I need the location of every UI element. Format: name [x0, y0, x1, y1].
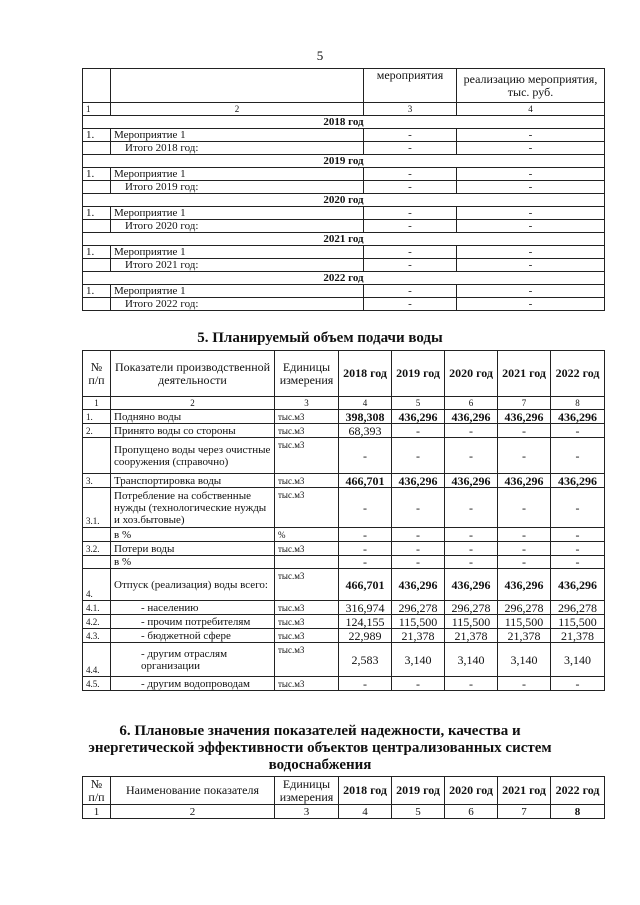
measure-value: - [364, 129, 457, 142]
colnum: 7 [498, 805, 551, 819]
empty-cell [83, 259, 111, 272]
year-value: - [392, 488, 445, 528]
row-number: 3. [83, 474, 111, 488]
page-number: 5 [316, 48, 324, 63]
measure-row [83, 207, 605, 220]
header-cell: Единицы измерения [275, 351, 339, 397]
measure-cost: - [457, 129, 605, 142]
indicator-name: Принято воды со стороны [111, 424, 275, 438]
header-cell: 2019 год [392, 351, 445, 397]
year-value: 296,278 [392, 601, 445, 615]
year-value: 296,278 [445, 601, 498, 615]
year-value: - [445, 677, 498, 691]
row-number [83, 528, 111, 542]
year-value: 21,378 [498, 629, 551, 643]
year-value: 21,378 [551, 629, 605, 643]
year-value: 436,296 [392, 569, 445, 601]
row-number: 4.2. [83, 615, 111, 629]
empty-cell [83, 298, 111, 311]
measure-name: Мероприятие 1 [111, 207, 364, 220]
year-value: - [339, 556, 392, 569]
measure-name: Мероприятие 1 [111, 129, 364, 142]
colnum: 6 [445, 805, 498, 819]
header-cell: Наименование показателя [111, 777, 275, 805]
measures-colnum-row [83, 103, 605, 116]
measure-row [83, 285, 605, 298]
total-label: Итого 2021 год: [111, 259, 364, 272]
year-value: - [445, 556, 498, 569]
colnum: 2 [111, 805, 275, 819]
row-number [83, 556, 111, 569]
measure-cost: - [457, 285, 605, 298]
unit: % [275, 528, 339, 542]
header-measures: мероприятия [364, 69, 457, 103]
year-row [83, 155, 605, 168]
colnum: 3 [275, 397, 339, 410]
row-number: 3.1. [83, 488, 111, 528]
total-row [83, 142, 605, 155]
unit: тыс.м3 [275, 569, 339, 601]
row-number: 1. [83, 207, 111, 220]
colnum: 7 [498, 397, 551, 410]
year-value: - [445, 488, 498, 528]
total-row [83, 259, 605, 272]
year-value: 436,296 [445, 569, 498, 601]
year-value: - [392, 424, 445, 438]
header-cell: 2021 год [498, 351, 551, 397]
total-label: Итого 2022 год: [111, 298, 364, 311]
header-cell: 2022 год [551, 351, 605, 397]
colnum: 1 [83, 397, 111, 410]
empty-cell [83, 181, 111, 194]
header-cell: 2022 год [551, 777, 605, 805]
indicator-name: Транспортировка воды [111, 474, 275, 488]
measures-table [82, 68, 605, 311]
year-label: 2019 год [83, 155, 605, 168]
year-value: 3,140 [551, 643, 605, 677]
indicator-name: Пропущено воды через очистные сооружения (справочно) [111, 438, 275, 474]
year-value: - [339, 528, 392, 542]
year-value: - [339, 488, 392, 528]
row-number: 4. [83, 569, 111, 601]
unit: тыс.м3 [275, 601, 339, 615]
indicator-name: в % [111, 528, 275, 542]
measure-row [83, 129, 605, 142]
indicator-name: Подняно воды [111, 410, 275, 424]
year-value: - [551, 438, 605, 474]
water-header-row [83, 351, 605, 397]
year-value: 115,500 [445, 615, 498, 629]
year-value: 21,378 [392, 629, 445, 643]
measure-cost: - [457, 207, 605, 220]
year-value: - [498, 438, 551, 474]
row-number: 4.4. [83, 643, 111, 677]
year-value: - [392, 556, 445, 569]
empty-cell [83, 220, 111, 233]
total-row [83, 181, 605, 194]
year-value: 2,583 [339, 643, 392, 677]
total-cost: - [457, 298, 605, 311]
data-row [83, 643, 605, 677]
year-value: 436,296 [551, 474, 605, 488]
water-colnum-row [83, 397, 605, 410]
year-value: - [551, 528, 605, 542]
year-value: - [392, 677, 445, 691]
total-label: Итого 2018 год: [111, 142, 364, 155]
data-row [83, 410, 605, 424]
year-value: 436,296 [445, 410, 498, 424]
year-value: - [551, 488, 605, 528]
total-row [83, 220, 605, 233]
measure-value: - [364, 207, 457, 220]
header-cell: № п/п [83, 777, 111, 805]
total-cost: - [457, 142, 605, 155]
year-value: 436,296 [551, 410, 605, 424]
year-value: - [392, 438, 445, 474]
data-row [83, 677, 605, 691]
colnum: 2 [111, 103, 364, 116]
year-value: 436,296 [392, 410, 445, 424]
measure-value: - [364, 246, 457, 259]
year-label: 2021 год [83, 233, 605, 246]
year-value: - [339, 542, 392, 556]
unit: тыс.м3 [275, 488, 339, 528]
header-cell: 2021 год [498, 777, 551, 805]
year-value: - [339, 677, 392, 691]
section5-title: 5. Планируемый объем подачи воды [197, 330, 443, 346]
total-label: Итого 2019 год: [111, 181, 364, 194]
year-value: 115,500 [551, 615, 605, 629]
unit: тыс.м3 [275, 629, 339, 643]
year-value: - [498, 488, 551, 528]
year-value: - [498, 677, 551, 691]
header-cell: Единицы измерения [275, 777, 339, 805]
indicator-name: - прочим потребителям [111, 615, 275, 629]
year-row [83, 116, 605, 129]
year-value: 124,155 [339, 615, 392, 629]
total-value: - [364, 181, 457, 194]
measure-row [83, 168, 605, 181]
measure-name: Мероприятие 1 [111, 168, 364, 181]
measure-cost: - [457, 246, 605, 259]
data-row [83, 438, 605, 474]
indicator-name: Потери воды [111, 542, 275, 556]
measure-row [83, 246, 605, 259]
total-cost: - [457, 181, 605, 194]
total-row [83, 298, 605, 311]
header-cell: 2018 год [339, 777, 392, 805]
unit [275, 556, 339, 569]
year-row [83, 272, 605, 285]
colnum: 5 [392, 397, 445, 410]
year-value: - [392, 542, 445, 556]
measures-header-row [83, 69, 605, 103]
year-value: 115,500 [498, 615, 551, 629]
year-value: - [339, 438, 392, 474]
year-value: - [445, 528, 498, 542]
colnum: 3 [364, 103, 457, 116]
year-value: 466,701 [339, 569, 392, 601]
row-number: 1. [83, 129, 111, 142]
row-number [83, 438, 111, 474]
colnum: 6 [445, 397, 498, 410]
empty-cell [83, 142, 111, 155]
year-value: - [551, 556, 605, 569]
indicator-name: - другим отраслям организации [111, 643, 275, 677]
year-value: 3,140 [498, 643, 551, 677]
year-value: 436,296 [445, 474, 498, 488]
data-row [83, 601, 605, 615]
year-value: - [445, 424, 498, 438]
year-value: - [551, 677, 605, 691]
indicator-name: в % [111, 556, 275, 569]
total-value: - [364, 142, 457, 155]
year-value: 316,974 [339, 601, 392, 615]
year-value: 21,378 [445, 629, 498, 643]
unit: тыс.м3 [275, 410, 339, 424]
year-value: 466,701 [339, 474, 392, 488]
year-value: 3,140 [445, 643, 498, 677]
year-value: 296,278 [551, 601, 605, 615]
indicator-name: - другим водопроводам [111, 677, 275, 691]
data-row [83, 488, 605, 528]
year-value: 68,393 [339, 424, 392, 438]
year-value: 398,308 [339, 410, 392, 424]
year-value: 436,296 [392, 474, 445, 488]
header-cell: Показатели производственной деятельности [111, 351, 275, 397]
row-number: 4.5. [83, 677, 111, 691]
year-value: - [498, 424, 551, 438]
data-row [83, 542, 605, 556]
unit: тыс.м3 [275, 542, 339, 556]
measure-value: - [364, 168, 457, 181]
data-row [83, 474, 605, 488]
year-value: 436,296 [551, 569, 605, 601]
header-cell: 2020 год [445, 777, 498, 805]
year-value: - [498, 556, 551, 569]
year-value: - [551, 542, 605, 556]
year-value: - [551, 424, 605, 438]
year-value: 115,500 [392, 615, 445, 629]
colnum: 1 [83, 805, 111, 819]
year-value: 436,296 [498, 474, 551, 488]
total-value: - [364, 298, 457, 311]
unit: тыс.м3 [275, 643, 339, 677]
row-number: 4.1. [83, 601, 111, 615]
total-label: Итого 2020 год: [111, 220, 364, 233]
unit: тыс.м3 [275, 424, 339, 438]
header-cost: реализацию мероприятия, тыс. руб. [457, 69, 605, 103]
total-value: - [364, 220, 457, 233]
colnum: 8 [551, 805, 605, 819]
colnum: 4 [339, 397, 392, 410]
header-cell: 2018 год [339, 351, 392, 397]
unit: тыс.м3 [275, 677, 339, 691]
measure-cost: - [457, 168, 605, 181]
data-row [83, 556, 605, 569]
unit: тыс.м3 [275, 474, 339, 488]
colnum: 4 [339, 805, 392, 819]
data-row [83, 615, 605, 629]
unit: тыс.м3 [275, 615, 339, 629]
year-value: 296,278 [498, 601, 551, 615]
measure-value: - [364, 285, 457, 298]
data-row [83, 629, 605, 643]
year-value: 436,296 [498, 569, 551, 601]
colnum: 2 [111, 397, 275, 410]
year-label: 2022 год [83, 272, 605, 285]
data-row [83, 424, 605, 438]
row-number: 1. [83, 246, 111, 259]
row-number: 4.3. [83, 629, 111, 643]
year-value: - [392, 528, 445, 542]
colnum: 5 [392, 805, 445, 819]
colnum: 8 [551, 397, 605, 410]
year-label: 2018 год [83, 116, 605, 129]
year-value: - [445, 438, 498, 474]
year-value: 436,296 [498, 410, 551, 424]
data-row [83, 528, 605, 542]
row-number: 1. [83, 410, 111, 424]
total-cost: - [457, 220, 605, 233]
year-value: 22,989 [339, 629, 392, 643]
indicator-name: - бюджетной сфере [111, 629, 275, 643]
row-number: 3.2. [83, 542, 111, 556]
water-supply-table [82, 350, 605, 691]
colnum: 1 [83, 103, 111, 116]
year-row [83, 233, 605, 246]
indicator-name: Отпуск (реализация) воды всего: [111, 569, 275, 601]
section6-title: 6. Плановые значения показателей надежности, качества и энергетической эффективности объектов централизованных систем водоснабжения [88, 723, 552, 773]
header-cell: 2020 год [445, 351, 498, 397]
header-cell: № п/п [83, 351, 111, 397]
year-value: - [498, 528, 551, 542]
reliability-header-row [83, 777, 605, 805]
colnum: 4 [457, 103, 605, 116]
indicator-name: Потребление на собственные нужды (технологические нужды и хоз.бытовые) [111, 488, 275, 528]
year-value: - [445, 542, 498, 556]
measure-name: Мероприятие 1 [111, 246, 364, 259]
reliability-table [82, 776, 605, 819]
total-cost: - [457, 259, 605, 272]
header-cell: 2019 год [392, 777, 445, 805]
total-value: - [364, 259, 457, 272]
reliability-colnum-row [83, 805, 605, 819]
row-number: 2. [83, 424, 111, 438]
indicator-name: - населению [111, 601, 275, 615]
unit: тыс.м3 [275, 438, 339, 474]
row-number: 1. [83, 168, 111, 181]
year-row [83, 194, 605, 207]
data-row [83, 569, 605, 601]
year-value: - [498, 542, 551, 556]
measure-name: Мероприятие 1 [111, 285, 364, 298]
year-label: 2020 год [83, 194, 605, 207]
row-number: 1. [83, 285, 111, 298]
year-value: 3,140 [392, 643, 445, 677]
colnum: 3 [275, 805, 339, 819]
